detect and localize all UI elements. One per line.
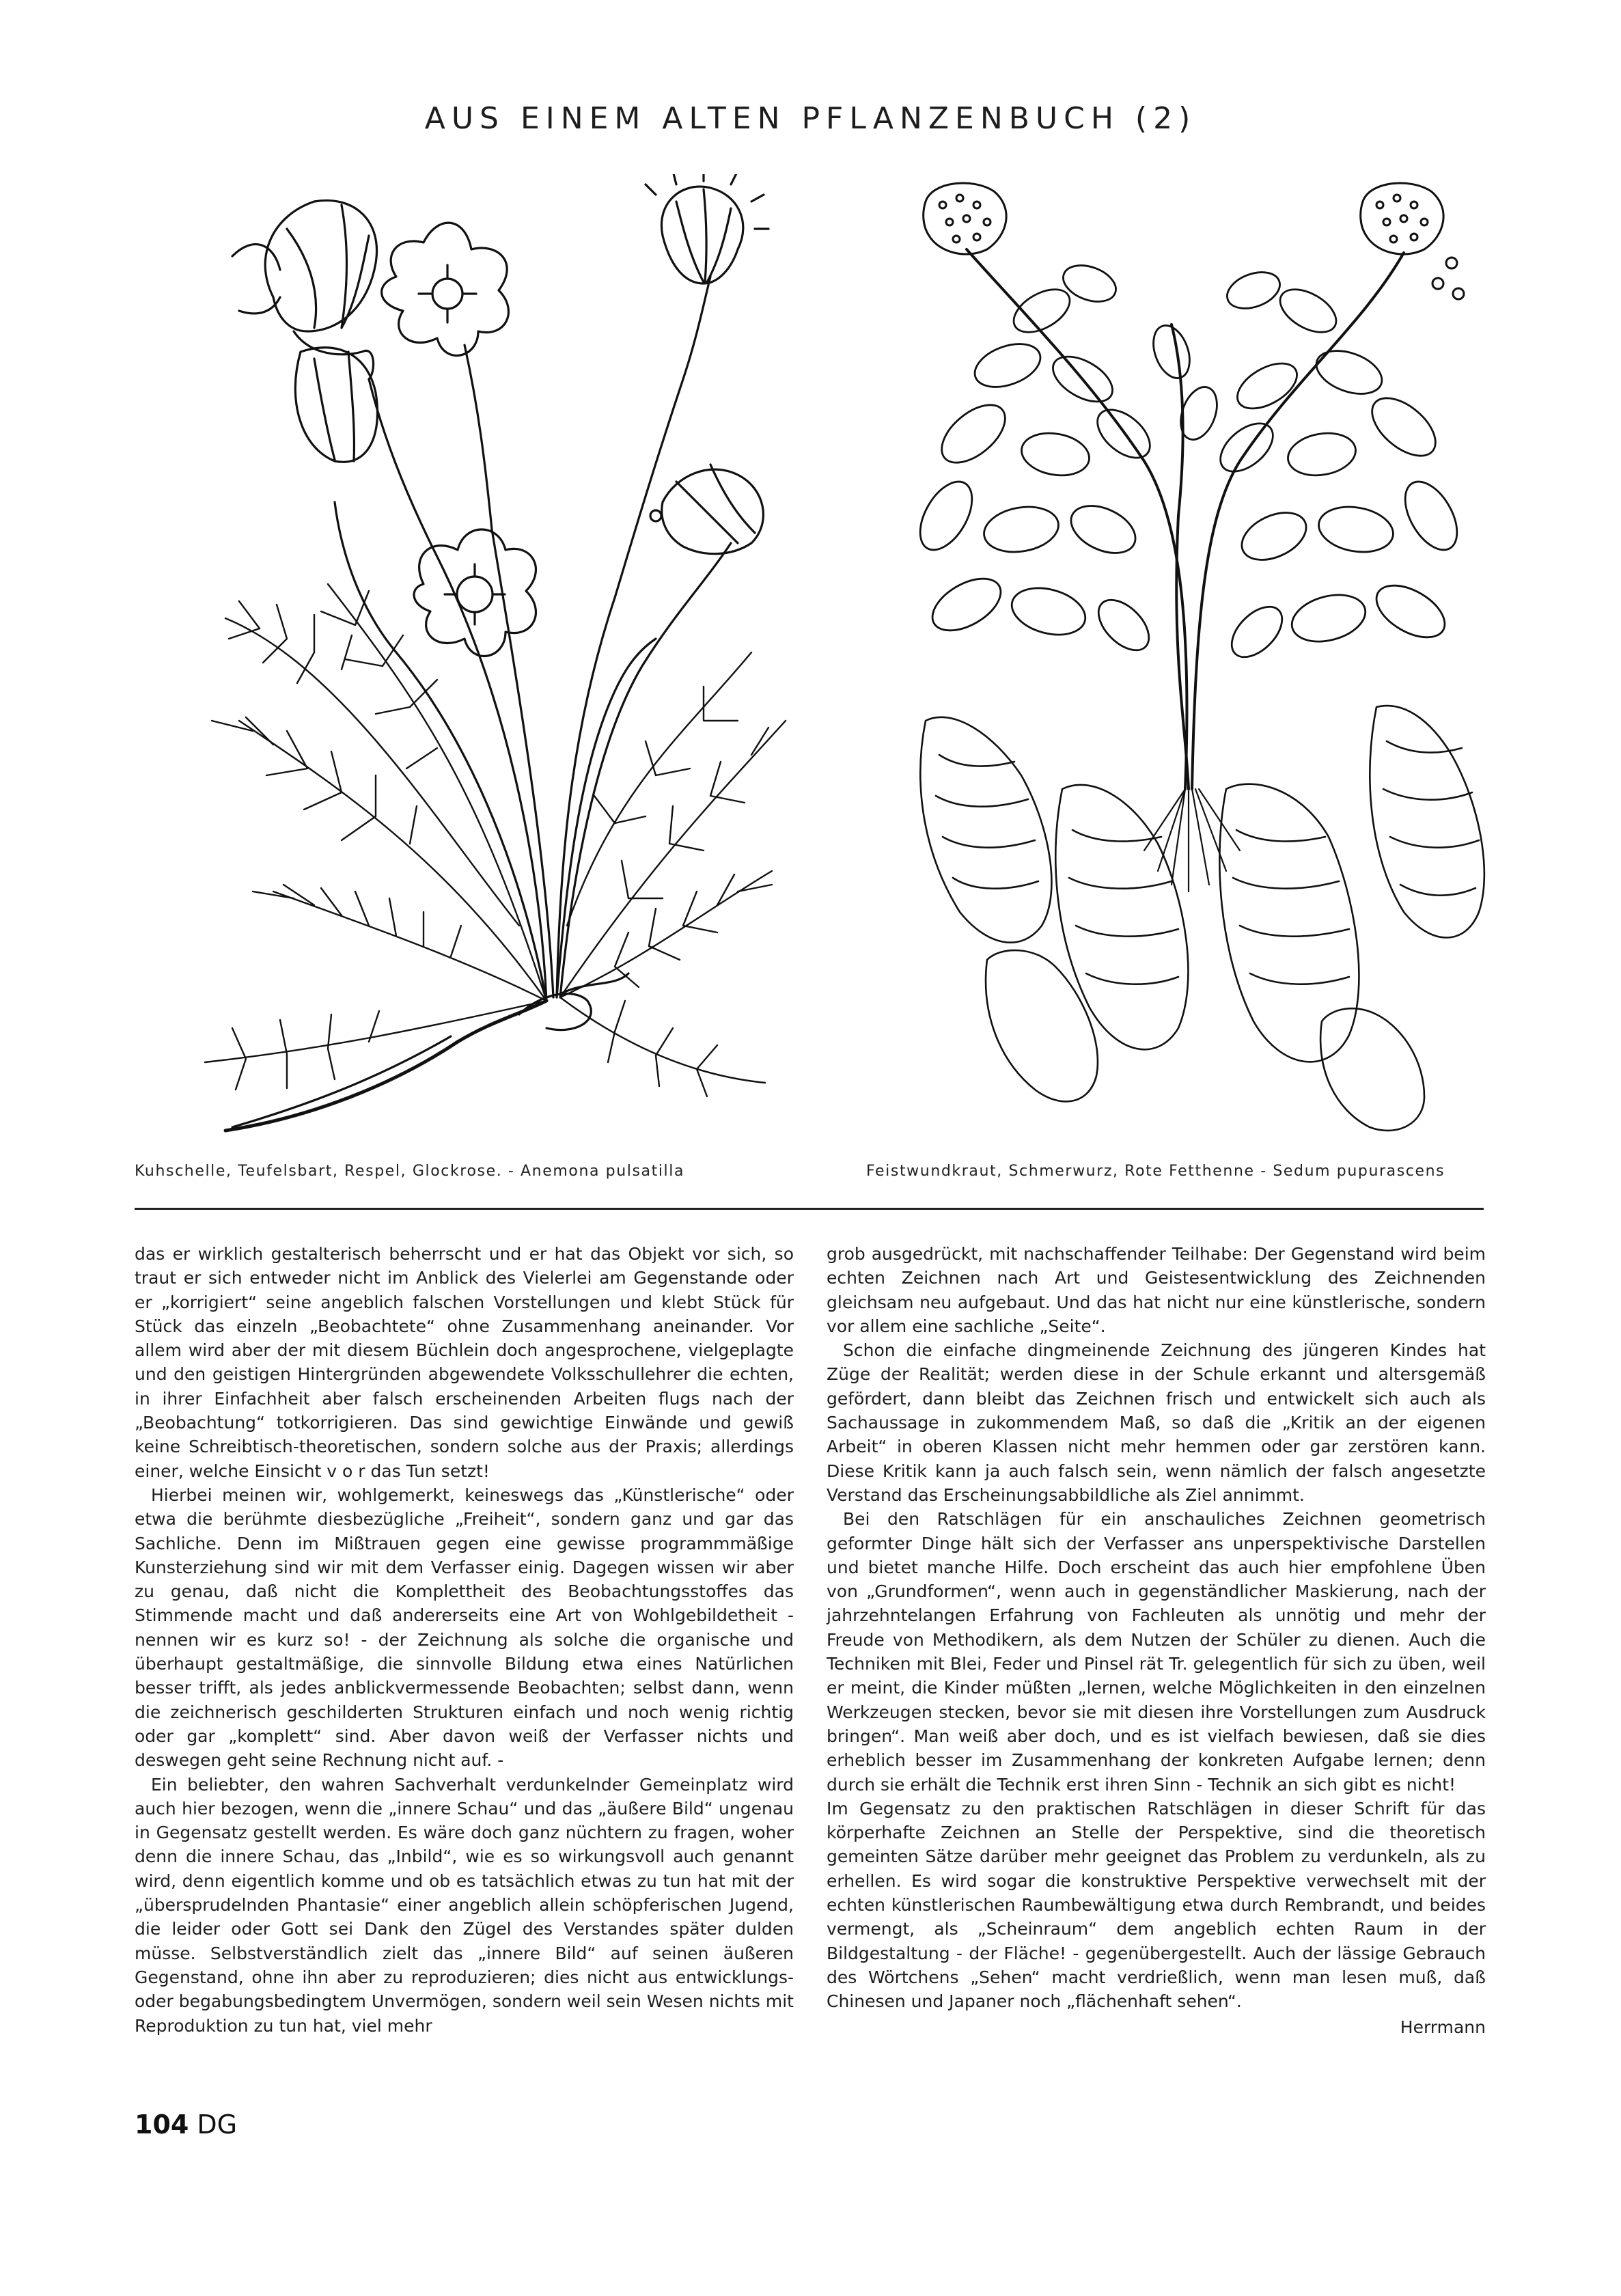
article-column-right <box>827 1242 1486 2039</box>
paragraph: Bei den Ratschlägen für ein anschauliches Zeichnen geometrisch geformter Dinge hält sich der Verfasser ans unperspektivische Darstellen und bietet manche Hilfe. Doch erscheint das auch hier empfohlene Üben von „Grundformen“, wenn auch in gegenständlicher Maskierung, nach der jahrzehntelangen Erfahrung von Fachleuten als unnötig und mehr der Freude von Methodikern, als dem Nutzen der Schüler zu dienen. Auch die Techniken mit Blei, Feder und Pinsel rät Tr. gelegentlich für sich zu üben, weil er meint, die Kinder müßten „lernen, welche Möglichkeiten in den einzelnen Werkzeugen stecken, bevor sie mit diesen ihre Vorstellungen zum Ausdruck bringen“. Man weiß aber doch, und es ist vielfach bewiesen, daß sie dies erheblich besser im Zusammenhang der konkreten Aufgabe lernen; denn durch sie erhält die Technik erst ihren Sinn - Technik an sich gibt es nicht! <box>827 1509 1486 1795</box>
paragraph: Hierbei meinen wir, wohlgemerkt, keineswegs das „Künstlerische“ oder etwa die berühmte diesbezügliche „Freiheit“, sondern ganz und gar das Sachliche. Denn im Mißtrauen gegen eine gewisse programmmäßige Kunsterziehung sind wir mit dem Verfasser einig. Dagegen wissen wir aber zu genau, daß nicht die Komplettheit des Beobachtungsstoffes das Stimmende macht und daß andererseits eine Art von Wohlgebildetheit - nennen wir es kurz so! - der Zeichnung als solche die organische und überhaupt gestaltmäßige, die sinnvolle Bildung etwa eines Natürlichen besser trifft, als jedes anblickvermessende Beobachten; selbst dann, wenn die zeichnerisch geschilderten Strukturen einfach und noch wenig richtig oder gar „komplett“ sind. Aber davon weiß der Verfasser nichts und deswegen geht seine Rechnung nicht auf. - <box>135 1484 794 1771</box>
page-number: 104 <box>135 2110 189 2140</box>
pulsatilla-woodcut <box>137 174 799 1144</box>
sedum-woodcut <box>885 174 1499 1144</box>
paragraph: Schon die einfache dingmeinende Zeichnung des jüngeren Kindes hat Züge der Realität; werden diese in der Schule erkannt und altersgemäß gefördert, dann bleibt das Zeichnen frisch und entwickelt sich auch als Sachaussage in zukommendem Maß, so daß die „Kritik an der eigenen Arbeit“ in oberen Klassen nicht mehr hemmen oder gar zerstören kann. Diese Kritik kann ja auch falsch sein, wenn nämlich der falsch angesetzte Verstand das Erscheinungsabbildliche als Ziel annimmt. <box>827 1340 1486 1505</box>
article-column-left <box>135 1242 794 2038</box>
paragraph: grob ausgedrückt, mit nachschaffender Teilhabe: Der Gegenstand wird beim echten Zeichnen nach Art und Geistesentwicklung des Zeichnenden gleichsam neu aufgebaut. Und das hat nicht nur eine künstlerische, sondern vor allem eine sachliche „Seite“. <box>827 1244 1486 1336</box>
journal-abbreviation: DG <box>197 2110 238 2140</box>
author-signature: Herrmann <box>1400 2017 1486 2037</box>
paragraph: Im Gegensatz zu den praktischen Ratschlägen in dieser Schrift für das körperhafte Zeichnen an Stelle der Perspektive, sind die theoretisch gemeinten Sätze darüber mehr geeignet das Problem zu verdunkeln, als zu erhellen. Es wird sogar die konstruktive Perspektive verwechselt mit der echten künstlerischen Raumbewältigung etwa durch Rembrandt, und beides vermengt, als „Scheinraum“ dem angeblich echten Raum in der Bildgestaltung - der Fläche! - gegenübergestellt. Auch der lässige Gebrauch des Wörtchens „Sehen“ macht verdrießlich, wenn man lesen muß, daß Chinesen und Japaner noch „flächenhaft sehen“. <box>827 1798 1486 2012</box>
page-title: AUS EINEM ALTEN PFLANZENBUCH (2) <box>424 101 1197 136</box>
paragraph: Ein beliebter, den wahren Sachverhalt verdunkelnder Gemeinplatz wird auch hier bezogen, wenn die „innere Schau“ und das „äußere Bild“ ungenau in Gegensatz gestellt werden. Es wäre doch ganz nüchtern zu fragen, woher denn die innere Schau, das „Inbild“, wie es so wirkungsvoll auch genannt wird, denn eigentlich komme und ob es tatsächlich etwas zu tun hat mit der „übersprudelnden Phantasie“ einer angeblich allein schöpferischen Jugend, die leider oder Gott sei Dank den Zügel des Verstandes später dulden müsse. Selbstverständlich zielt das „innere Bild“ auf seinen äußeren Gegenstand, ohne ihn aber zu reproduzieren; dies nicht aus entwicklungs- oder begabungsbedingtem Unvermögen, sondern weil sein Wesen nichts mit Reproduktion zu tun hat, viel mehr <box>135 1774 794 2036</box>
figure-caption-right: Feistwundkraut, Schmerwurz, Rote Fetthenne - Sedum pupurascens <box>866 1163 1445 1180</box>
caption-divider <box>135 1208 1484 1210</box>
figure-caption-left: Kuhschelle, Teufelsbart, Respel, Glockrose. - Anemona pulsatilla <box>135 1163 685 1180</box>
page-footer <box>135 2110 237 2140</box>
paragraph: das er wirklich gestalterisch beherrscht und er hat das Objekt vor sich, so traut er sich entweder nicht im Anblick des Vielerlei am Gegenstande oder er „korrigiert“ seine angeblich falschen Vorstellungen und klebt Stück für Stück das einzeln „Beobachtete“ ohne Zusammenhang aneinander. Vor allem wird aber der mit diesem Büchlein doch angesprochene, vielgeplagte und den geistigen Hintergründen abgewendete Volksschullehrer die echten, in ihrer Einfachheit aber falsch erscheinenden Arbeiten flugs nach der „Beobachtung“ totkorrigieren. Das sind gewichtige Einwände und gewiß keine Schreibtisch-theoretischen, sondern solche aus der Praxis; allerdings einer, welche Einsicht v o r das Tun setzt! <box>135 1244 794 1481</box>
